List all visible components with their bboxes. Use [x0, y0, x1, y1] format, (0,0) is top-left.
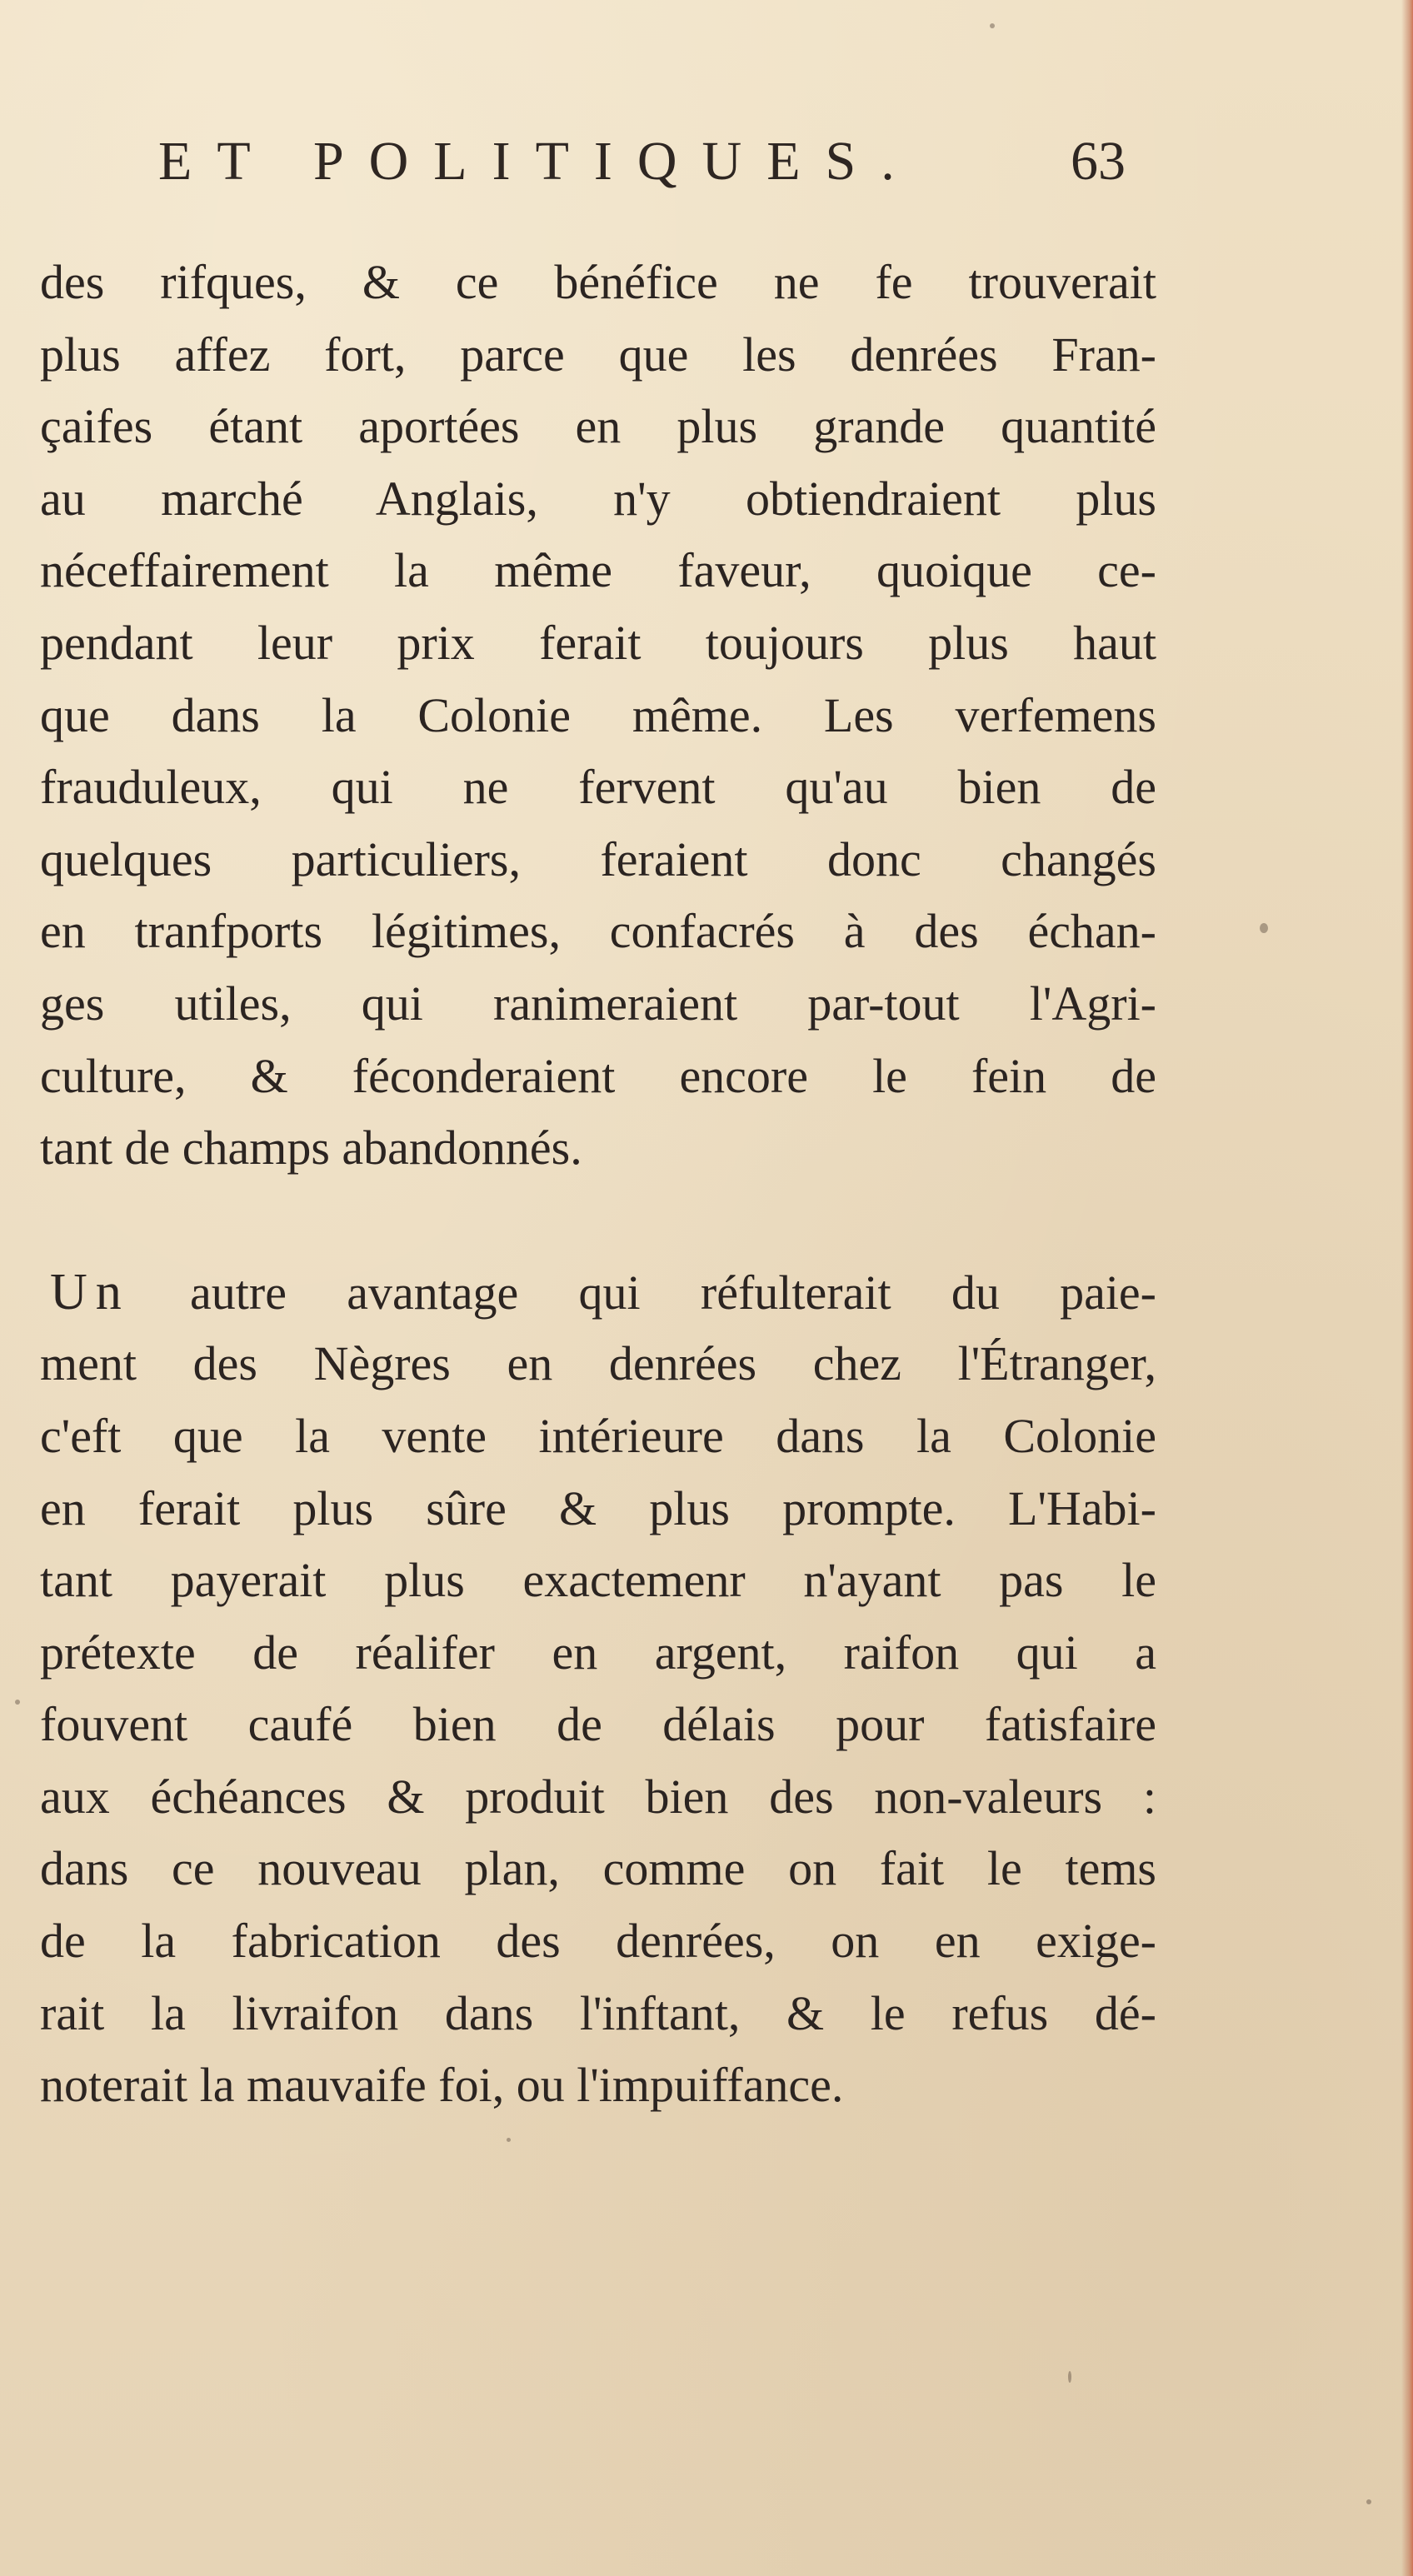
text-line: aux échéances & produit bien des non-valeurs :	[40, 1769, 1156, 1824]
text-line: ges utiles, qui ranimeraient par-tout l'Agri-	[40, 976, 1156, 1031]
body-text	[40, 247, 1156, 2122]
paper-speck	[1068, 2371, 1071, 2383]
text-line: en ferait plus sûre & plus prompte. L'Habi-	[40, 1480, 1156, 1535]
text-line: rait la livraifon dans l'inftant, & le refus dé-	[40, 1985, 1156, 2040]
paragraph-2	[40, 1256, 1156, 2122]
paper-speck	[507, 2138, 511, 2142]
text-line: de la fabrication des denrées, on en exige-	[40, 1914, 1156, 1969]
paper-speck	[1260, 923, 1268, 933]
text-line: tant de champs abandonnés.	[40, 1121, 582, 1176]
text-line: prétexte de réalifer en argent, raifon qui a	[40, 1625, 1156, 1680]
page-edge	[1401, 0, 1413, 2576]
text-line-rest: autre avantage qui réfulterait du paie-	[129, 1265, 1156, 1320]
text-line: quelques particuliers, feraient donc changés	[40, 831, 1156, 886]
text-line: tant payerait plus exactemenr n'ayant pas le	[40, 1553, 1156, 1608]
text-line: en tranfports légitimes, confacrés à des échan-	[40, 904, 1156, 959]
text-line: dans ce nouveau plan, comme on fait le tems	[40, 1841, 1156, 1896]
text-line: que dans la Colonie même. Les verfemens	[40, 687, 1156, 742]
paper-speck	[1366, 2499, 1371, 2504]
text-line: çaifes étant aportées en plus grande quantité	[40, 399, 1156, 454]
text-line: néceffairement la même faveur, quoique ce-	[40, 543, 1156, 598]
text-line: au marché Anglais, n'y obtiendraient plus	[40, 471, 1156, 526]
text-line: fouvent caufé bien de délais pour fatisfaire	[40, 1697, 1156, 1752]
text-line-with-dropcap	[40, 1256, 1156, 1329]
text-line: culture, & féconderaient encore le fein de	[40, 1048, 1156, 1103]
paper-speck	[15, 1700, 20, 1705]
drop-cap: Un	[50, 1263, 130, 1320]
paragraph-gap	[40, 1185, 1156, 1256]
running-title: ET POLITIQUES.	[158, 131, 920, 192]
text-line: plus affez fort, parce que les denrées Fran-	[40, 327, 1156, 382]
text-line: pendant leur prix ferait toujours plus haut	[40, 615, 1156, 670]
paper-speck	[990, 23, 995, 28]
page-number: 63	[1071, 131, 1126, 192]
running-head	[158, 125, 1158, 208]
text-line: c'eft que la vente intérieure dans la Colonie	[40, 1408, 1156, 1463]
text-line: frauduleux, qui ne fervent qu'au bien de	[40, 760, 1156, 815]
text-line: noterait la mauvaife foi, ou l'impuiffance.	[40, 2058, 844, 2113]
text-line: ment des Nègres en denrées chez l'Étranger,	[40, 1336, 1156, 1391]
paragraph-1	[40, 247, 1156, 1185]
text-line: des rifques, & ce bénéfice ne fe trouverait	[40, 255, 1156, 309]
